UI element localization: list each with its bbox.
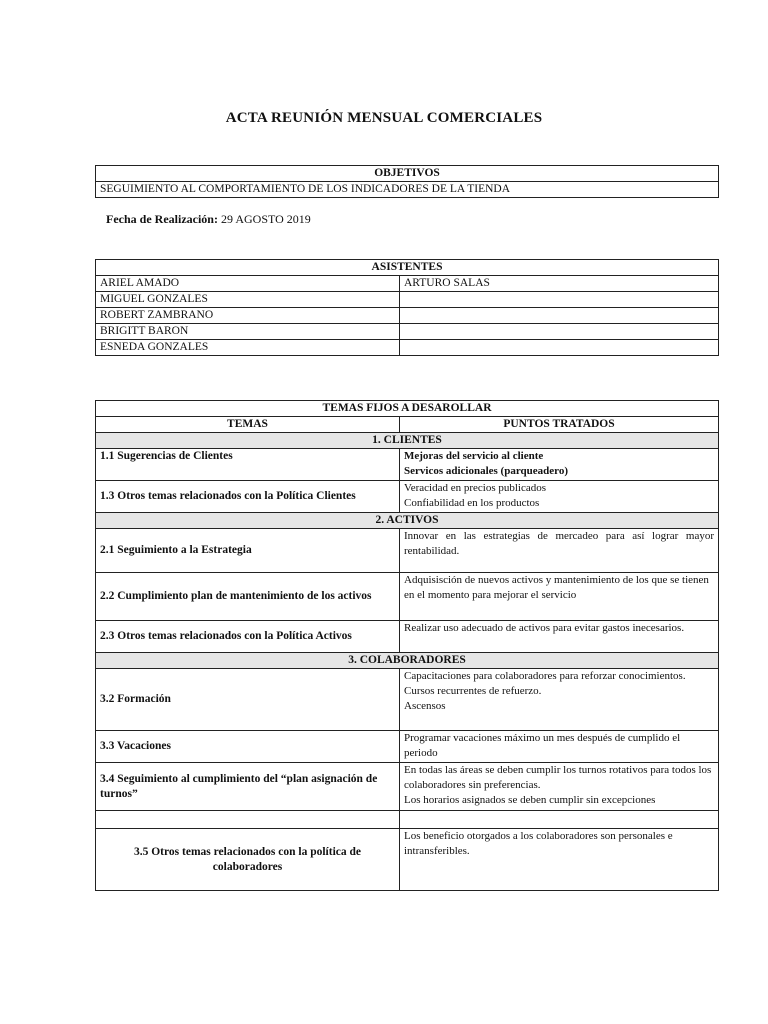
asistentes-header: ASISTENTES bbox=[96, 260, 719, 276]
table-row bbox=[96, 829, 719, 891]
tema-cell bbox=[96, 811, 400, 829]
table-row bbox=[96, 573, 719, 621]
tema-cell: 3.4 Seguimiento al cumplimiento del “plan asignación de turnos” bbox=[96, 763, 400, 811]
fecha-value: 29 AGOSTO 2019 bbox=[217, 212, 311, 226]
tema-cell: 2.3 Otros temas relacionados con la Política Activos bbox=[96, 621, 400, 653]
fecha-label: Fecha de Realización: bbox=[106, 212, 218, 226]
table-row bbox=[96, 811, 719, 829]
tema-cell: 3.2 Formación bbox=[96, 669, 400, 731]
table-row bbox=[96, 308, 719, 324]
puntos-cell: Programar vacaciones máximo un mes después de cumplido el periodo bbox=[400, 731, 719, 763]
table-row bbox=[96, 481, 719, 513]
col-puntos-header: PUNTOS TRATADOS bbox=[400, 417, 719, 433]
section-clientes: 1. CLIENTES bbox=[96, 433, 719, 449]
table-row bbox=[96, 324, 719, 340]
asistente-left: ROBERT ZAMBRANO bbox=[96, 308, 400, 324]
asistente-right bbox=[400, 324, 719, 340]
objetivos-header: OBJETIVOS bbox=[96, 166, 719, 182]
table-row bbox=[96, 763, 719, 811]
puntos-cell bbox=[400, 449, 719, 481]
col-temas-header: TEMAS bbox=[96, 417, 400, 433]
temas-header: TEMAS FIJOS A DESAROLLAR bbox=[96, 401, 719, 417]
table-row bbox=[96, 449, 719, 481]
section-activos: 2. ACTIVOS bbox=[96, 513, 719, 529]
puntos-cell: Realizar uso adecuado de activos para evitar gastos inecesarios. bbox=[400, 621, 719, 653]
tema-cell: 3.5 Otros temas relacionados con la política de colaboradores bbox=[96, 829, 400, 891]
punto-line: Confiabilidad en los productos bbox=[404, 497, 540, 509]
punto-line: Mejoras del servicio al cliente bbox=[404, 450, 544, 462]
table-row bbox=[96, 731, 719, 763]
punto-line: Capacitaciones para colaboradores para reforzar conocimientos. bbox=[404, 670, 686, 682]
asistente-left: ESNEDA GONZALES bbox=[96, 340, 400, 356]
table-row bbox=[96, 621, 719, 653]
asistente-left: ARIEL AMADO bbox=[96, 276, 400, 292]
asistente-left: MIGUEL GONZALES bbox=[96, 292, 400, 308]
table-row bbox=[96, 340, 719, 356]
asistentes-table bbox=[95, 259, 719, 356]
punto-line: Veracidad en precios publicados bbox=[404, 482, 547, 494]
section-colaboradores: 3. COLABORADORES bbox=[96, 653, 719, 669]
asistente-right: ARTURO SALAS bbox=[400, 276, 719, 292]
puntos-cell: Adquisisción de nuevos activos y mantenimiento de los que se tienen en el momento para mejorar el servicio bbox=[400, 573, 719, 621]
temas-table bbox=[95, 400, 719, 891]
punto-line: Cursos recurrentes de refuerzo. bbox=[404, 685, 542, 697]
puntos-cell bbox=[400, 811, 719, 829]
table-row bbox=[96, 529, 719, 573]
table-row bbox=[96, 292, 719, 308]
punto-line: En todas las áreas se deben cumplir los turnos rotativos para todos los colaboradores sin preferencias. bbox=[404, 764, 712, 791]
tema-cell: 1.1 Sugerencias de Clientes bbox=[96, 449, 400, 481]
table-row bbox=[96, 669, 719, 731]
objetivos-table bbox=[95, 165, 719, 198]
document-title: ACTA REUNIÓN MENSUAL COMERCIALES bbox=[225, 110, 543, 126]
tema-cell: 1.3 Otros temas relacionados con la Política Clientes bbox=[96, 481, 400, 513]
asistente-left: BRIGITT BARON bbox=[96, 324, 400, 340]
punto-line: Servicos adicionales (parqueadero) bbox=[404, 465, 568, 477]
tema-cell: 2.2 Cumplimiento plan de mantenimiento de los activos bbox=[96, 573, 400, 621]
objetivos-text: SEGUIMIENTO AL COMPORTAMIENTO DE LOS INDICADORES DE LA TIENDA bbox=[96, 182, 719, 198]
punto-line: Los horarios asignados se deben cumplir sin excepciones bbox=[404, 794, 656, 806]
puntos-cell bbox=[400, 763, 719, 811]
tema-cell: 2.1 Seguimiento a la Estrategia bbox=[96, 529, 400, 573]
punto-line: Ascensos bbox=[404, 700, 446, 712]
fecha-realizacion bbox=[106, 212, 311, 227]
asistente-right bbox=[400, 340, 719, 356]
asistente-right bbox=[400, 292, 719, 308]
puntos-cell bbox=[400, 669, 719, 731]
table-row bbox=[96, 276, 719, 292]
puntos-cell bbox=[400, 481, 719, 513]
puntos-cell: Los beneficio otorgados a los colaboradores son personales e intransferibles. bbox=[400, 829, 719, 891]
asistente-right bbox=[400, 308, 719, 324]
tema-cell: 3.3 Vacaciones bbox=[96, 731, 400, 763]
puntos-cell: Innovar en las estrategias de mercadeo para así lograr mayor rentabilidad. bbox=[400, 529, 719, 573]
